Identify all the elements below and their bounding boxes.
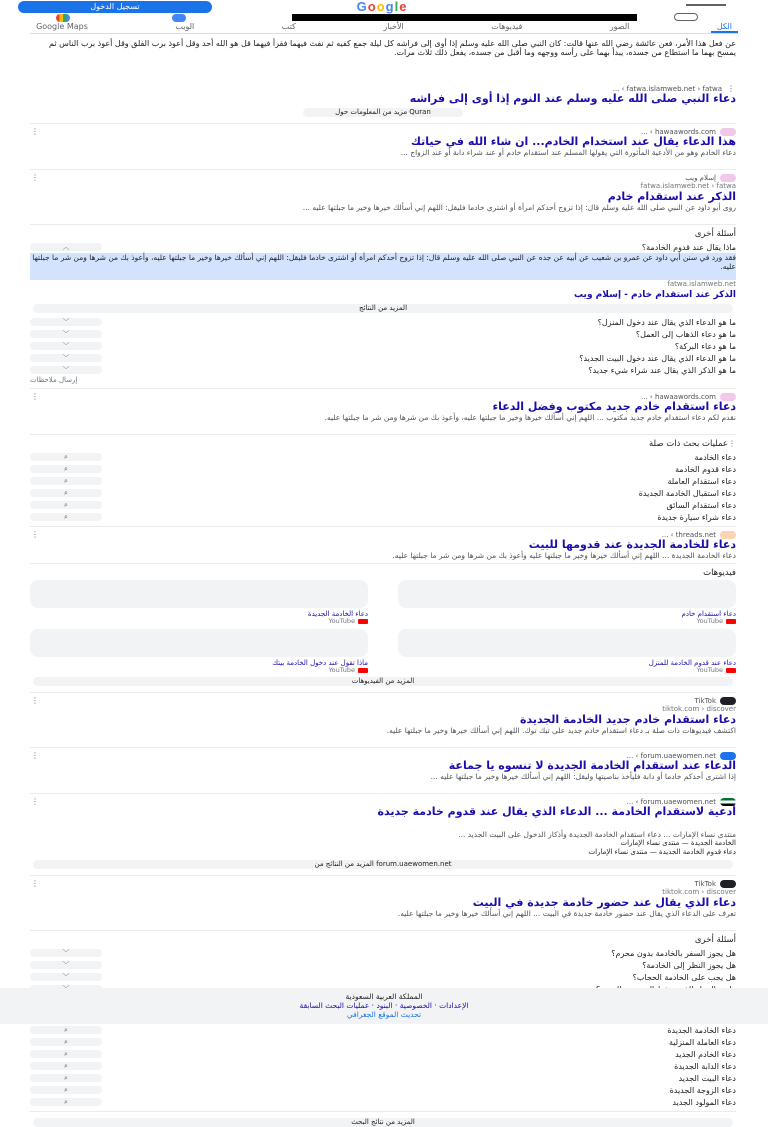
update-location-link[interactable]: تحديث الموقع الجغرافي bbox=[346, 1010, 422, 1019]
logo-letter: g bbox=[385, 0, 395, 14]
question-text: ما هو دعاء البركة؟ bbox=[674, 341, 736, 351]
related-search-text: دعاء البيت الجديد bbox=[678, 1073, 736, 1083]
search-input[interactable] bbox=[292, 14, 637, 21]
search-icon: ⌕ bbox=[30, 465, 102, 473]
related-search-text: دعاء العاملة المنزلية bbox=[668, 1037, 736, 1047]
video-source-text: YouTube bbox=[696, 617, 723, 625]
video-thumbnail[interactable] bbox=[30, 629, 368, 657]
more-options-icon[interactable]: ⋮ bbox=[31, 530, 39, 539]
logo-letter: e bbox=[399, 0, 408, 14]
question-row[interactable] bbox=[30, 316, 736, 328]
question-text: ما هو الذكر الذي يقال عند شراء شيء جديد؟ bbox=[588, 365, 736, 375]
tab-maps[interactable]: Google Maps bbox=[36, 22, 88, 31]
chevron-down-icon[interactable]: ﹀ bbox=[30, 973, 102, 981]
chevron-up-icon[interactable]: ︿ bbox=[30, 243, 102, 251]
search-icon: ⌕ bbox=[30, 1098, 102, 1106]
related-search-text: دعاء قدوم الخادمة bbox=[675, 464, 736, 474]
videos-section bbox=[30, 564, 736, 693]
related-search-row[interactable] bbox=[30, 451, 736, 463]
section-title: أسئلة أخرى bbox=[694, 229, 736, 239]
video-thumbnail[interactable] bbox=[30, 580, 368, 608]
tiktok-icon bbox=[720, 880, 736, 888]
result-url: forum.uaewomen.net › ... bbox=[626, 751, 716, 760]
related-search-text: دعاء الزوجة الجديدة bbox=[669, 1085, 736, 1095]
site-favicon-icon bbox=[720, 174, 736, 182]
site-name: إسلام ويب bbox=[685, 173, 716, 182]
question-row[interactable] bbox=[30, 959, 736, 971]
result-title[interactable]: الدعاء عند استقدام الخادمة الجديدة لا تنسوه يا جماعة bbox=[448, 759, 736, 772]
youtube-icon bbox=[726, 619, 736, 624]
search-icon: ⌕ bbox=[30, 1062, 102, 1070]
search-icon: ⌕ bbox=[30, 501, 102, 509]
search-icon: ⌕ bbox=[30, 1026, 102, 1034]
answer-snippet: فقد ورد في سنن أبي داود عن عمرو بن شعيب عن أبيه عن جده عن النبي صلى الله عليه وسلم قال: إذا تزوج أحدكم امرأة أو اشترى خادما فليقل: اللهم إني أسألك خيرها وخير ما جبلتها عليه، وأعوذ بك من شرها ومن شر ما جبلتها عليه. bbox=[30, 253, 736, 280]
result-url: forum.uaewomen.net › ... bbox=[626, 797, 716, 806]
logo-letter: G bbox=[356, 0, 368, 14]
youtube-icon bbox=[726, 668, 736, 673]
video-source bbox=[398, 618, 736, 625]
result-url: fatwa.islamweb.net › fatwa bbox=[640, 182, 736, 190]
tab-web[interactable]: الويب bbox=[175, 22, 195, 31]
video-card[interactable] bbox=[30, 580, 368, 625]
result-snippet: نقدم لكم دعاء استقدام خادم جديد مكتوب ... اللهم إني أسألك خيرها وخير ما جبلتها عليه، وأعوذ بك من شرها ومن شر ما جبلتها عليه. bbox=[324, 413, 736, 422]
logo-letter: o bbox=[376, 0, 386, 14]
result-snippet: تعرف على الدعاء الذي يقال عند حضور خادمة جديدة في البيت ... اللهم إني أسألك خيرها وخير ما جبلتها عليه. bbox=[397, 909, 736, 918]
result-url: hawaawords.com › ... bbox=[641, 392, 716, 401]
related-search-text: دعاء استقبال الخادمة الجديدة bbox=[638, 488, 736, 498]
search-icon: ⌕ bbox=[30, 1074, 102, 1082]
result-title[interactable]: الذكر عند استقدام خادم bbox=[607, 190, 736, 203]
more-options-icon[interactable]: ⋮ bbox=[728, 439, 736, 448]
section-title bbox=[30, 438, 736, 451]
more-videos-button[interactable]: المزيد من الفيديوهات bbox=[33, 677, 733, 686]
question-text: ما هو الدعاء الذي يقال عند دخول المنزل؟ bbox=[597, 317, 736, 327]
tab-videos[interactable]: فيديوهات bbox=[491, 22, 523, 31]
section-title: فيديوهات bbox=[703, 568, 736, 578]
result-url: threads.net › ... bbox=[661, 530, 716, 539]
question-row[interactable] bbox=[30, 352, 736, 364]
result-site bbox=[30, 879, 736, 888]
tab-news[interactable]: الأخبار bbox=[383, 22, 404, 31]
feedback-link[interactable]: إرسال ملاحظات bbox=[30, 376, 78, 384]
result-card bbox=[30, 876, 736, 931]
result-title[interactable]: أدعية لاستقدام الخادمة ... الدعاء الذي يقال عند قدوم خادمة جديدة bbox=[377, 805, 736, 818]
more-info-button[interactable]: Quran مزيد من المعلومات حول bbox=[303, 108, 463, 117]
result-site bbox=[30, 173, 736, 182]
site-name: TikTok bbox=[694, 879, 716, 888]
related-search-text: دعاء استقدام السائق bbox=[666, 500, 736, 510]
result-snippet: دعاء الخادمة الجديدة ... اللهم إني أسألك خيرها وخير ما جبلتها عليه وأعوذ بك من شرها ومن شر ما جبلتها عليه. bbox=[392, 551, 736, 560]
video-title[interactable]: ماذا تقول عند دخول الخادمة بيتك bbox=[272, 659, 368, 667]
video-source-text: YouTube bbox=[328, 666, 355, 674]
chevron-down-icon[interactable]: ﹀ bbox=[30, 354, 102, 362]
related-search-row[interactable] bbox=[30, 1096, 736, 1108]
footer bbox=[0, 988, 768, 1024]
video-source bbox=[30, 667, 368, 674]
related-search-row[interactable] bbox=[30, 1072, 736, 1084]
question-text: ماذا يقال عند قدوم الخادمة؟ bbox=[641, 242, 736, 252]
related-questions bbox=[30, 225, 736, 389]
related-search-text: دعاء الدابة الجديدة bbox=[674, 1061, 736, 1071]
result-title[interactable]: دعاء الذي يقال عند حضور خادمة جديدة في البيت bbox=[472, 896, 736, 909]
footer-location: المملكة العربية السعودية bbox=[345, 992, 423, 1001]
related-search-text: دعاء شراء سيارة جديدة bbox=[657, 512, 736, 522]
tab-books[interactable]: كتب bbox=[281, 22, 296, 31]
logo-letter: l bbox=[394, 0, 400, 14]
more-options-icon[interactable]: ⋮ bbox=[31, 173, 39, 182]
chevron-down-icon[interactable]: ﹀ bbox=[30, 330, 102, 338]
related-search-text: دعاء الخادم الجديد bbox=[675, 1049, 736, 1059]
video-source bbox=[30, 618, 368, 625]
related-search-row[interactable] bbox=[30, 1048, 736, 1060]
more-options-icon[interactable]: ⋮ bbox=[31, 797, 39, 806]
result-snippet: منتدى نساء الإمارات ... دعاء استقدام الخادمة الجديدة وأذكار الدخول على البيت الجديد ... bbox=[458, 830, 736, 839]
video-title[interactable]: دعاء استقدام خادم bbox=[681, 610, 736, 618]
related-search-row[interactable] bbox=[30, 475, 736, 487]
result-site bbox=[30, 696, 736, 705]
related-search-row[interactable] bbox=[30, 1024, 736, 1036]
video-source bbox=[398, 667, 736, 674]
more-options-icon[interactable]: ⋮ bbox=[31, 696, 39, 705]
result-title[interactable]: دعاء للخادمة الجديدة عند قدومها للبيت bbox=[528, 538, 736, 551]
question-row[interactable] bbox=[30, 364, 736, 376]
related-search-row[interactable] bbox=[30, 1060, 736, 1072]
question-row[interactable] bbox=[30, 340, 736, 352]
answer-url: fatwa.islamweb.net bbox=[667, 280, 736, 288]
question-text: هل يجوز السفر بالخادمة بدون محرم؟ bbox=[611, 948, 736, 958]
result-snippet: روى أبو داود عن النبي صلى الله عليه وسلم قال: إذا تزوج أحدكم امرأة أو اشترى خادما فليقل: اللهم إني أسألك خيرها وخير ما جبلتها عليه ... bbox=[302, 203, 736, 212]
youtube-icon bbox=[358, 619, 368, 624]
chevron-down-icon[interactable]: ﹀ bbox=[30, 949, 102, 957]
result-card bbox=[30, 748, 736, 794]
header bbox=[0, 0, 768, 36]
search-icon: ⌕ bbox=[30, 453, 102, 461]
video-title[interactable]: دعاء عند قدوم الخادمة للمنزل bbox=[648, 659, 736, 667]
chevron-down-icon[interactable]: ﹀ bbox=[30, 961, 102, 969]
more-options-icon[interactable]: ⋮ bbox=[31, 392, 39, 401]
more-options-icon[interactable]: ⋮ bbox=[727, 84, 735, 93]
more-options-icon[interactable]: ⋮ bbox=[31, 751, 39, 760]
tiktok-icon bbox=[720, 697, 736, 705]
result-url: tiktok.com › discover bbox=[662, 888, 736, 896]
result-card bbox=[30, 36, 736, 124]
result-title[interactable]: دعاء استقدام خادم جديد الخادمة الجديدة bbox=[519, 713, 736, 726]
video-card[interactable] bbox=[30, 629, 368, 674]
result-title[interactable]: دعاء استقدام خادم جديد مكتوب وفضل الدعاء bbox=[492, 400, 736, 413]
related-search-row[interactable] bbox=[30, 499, 736, 511]
result-url: hawaawords.com › ... bbox=[641, 127, 716, 136]
chevron-down-icon[interactable]: ﹀ bbox=[30, 318, 102, 326]
search-icon: ⌕ bbox=[30, 489, 102, 497]
related-search-text: دعاء الخادمة الجديدة bbox=[667, 1025, 736, 1035]
related-search-row[interactable] bbox=[30, 487, 736, 499]
question-text: هل يجوز النظر إلى الخادمة؟ bbox=[642, 960, 736, 970]
video-source-text: YouTube bbox=[696, 666, 723, 674]
result-snippet: اكتشف فيديوهات ذات صلة بـ دعاء استقدام خادم جديد على تيك توك. اللهم إني أسألك خيرها وخير ما جبلتها عليه. bbox=[386, 726, 736, 735]
result-card bbox=[30, 170, 736, 225]
result-card bbox=[30, 794, 736, 876]
tab-images[interactable]: الصور bbox=[609, 22, 630, 31]
more-from-site-button[interactable]: forum.uaewomen.net المزيد من النتائج من bbox=[33, 860, 733, 869]
sub-result-link[interactable]: دعاء قدوم الخادمة الجديدة — منتدى نساء الإمارات bbox=[588, 848, 736, 856]
question-text: ما هو دعاء الذهاب إلى العمل؟ bbox=[635, 329, 736, 339]
video-card[interactable] bbox=[398, 629, 736, 674]
related-search-text: دعاء الخادمة bbox=[694, 452, 736, 462]
result-title[interactable]: دعاء النبي صلى الله عليه وسلم عند النوم إذا أوى إلى فراشه bbox=[409, 92, 736, 105]
search-icon: ⌕ bbox=[30, 477, 102, 485]
result-card bbox=[30, 693, 736, 748]
video-thumbnail[interactable] bbox=[398, 580, 736, 608]
search-icon: ⌕ bbox=[30, 513, 102, 521]
result-url: tiktok.com › discover bbox=[662, 705, 736, 713]
more-options-icon[interactable]: ⋮ bbox=[31, 127, 39, 136]
more-search-results-button[interactable]: المزيد من نتائج البحث bbox=[33, 1118, 733, 1127]
video-card[interactable] bbox=[398, 580, 736, 625]
result-snippet: إذا اشترى أحدكم خادما أو دابة فليأخذ بناصيتها وليقل: اللهم إني أسألك خيرها وخير ما جبلتها عليه ... bbox=[430, 772, 736, 781]
related-searches bbox=[30, 435, 736, 527]
youtube-icon bbox=[358, 668, 368, 673]
result-url: fatwa.islamweb.net › fatwa › ... bbox=[612, 84, 722, 93]
answer-title[interactable]: الذكر عند استقدام خادم - إسلام ويب bbox=[574, 290, 736, 300]
google-logo[interactable] bbox=[292, 0, 472, 14]
question-row[interactable] bbox=[30, 241, 736, 253]
search-icon: ⌕ bbox=[30, 1050, 102, 1058]
result-snippet: عن فعل هذا الأمر، فعن عائشة رضي الله عنها قالت: كان النبي صلى الله عليه وسلم إذا أوى إلى فراشه كل ليلة جمع كفيه ثم نفث فيهما فقرأ فيهما قل هو الله أحد وقل أعوذ برب الفلق وقل أعوذ برب الناس ثم يمسح بهما ما استطاع من جسده، يبدأ بهما على رأسه ووجهه وما أقبل من جسده، يفعل ذلك ثلاث مرات. bbox=[49, 39, 736, 57]
related-search-row[interactable] bbox=[30, 511, 736, 523]
search-icon[interactable] bbox=[674, 13, 698, 21]
sub-result-link[interactable]: الخادمة الجديدة — منتدى نساء الإمارات bbox=[620, 839, 736, 847]
result-title[interactable]: هذا الدعاء يقال عند استخدام الخادم... ان شاء الله في حياتك bbox=[410, 135, 736, 148]
google-apps-icon[interactable] bbox=[56, 14, 70, 22]
search-icon: ⌕ bbox=[30, 1086, 102, 1094]
video-title[interactable]: دعاء الخادمة الجديدة bbox=[307, 610, 368, 618]
sign-in-button[interactable]: تسجيل الدخول bbox=[18, 1, 212, 13]
result-card bbox=[30, 527, 736, 564]
more-results-button[interactable]: المزيد من النتائج bbox=[33, 304, 733, 313]
more-options-icon[interactable]: ⋮ bbox=[31, 879, 39, 888]
related-search-row[interactable] bbox=[30, 1084, 736, 1096]
video-thumbnail[interactable] bbox=[398, 629, 736, 657]
section-title-text: عمليات بحث ذات صلة bbox=[649, 439, 728, 449]
section-title: أسئلة أخرى bbox=[694, 935, 736, 945]
question-text: هل يجب على الخادمة الحجاب؟ bbox=[632, 972, 736, 982]
logo-letter: o bbox=[367, 0, 377, 14]
question-row[interactable] bbox=[30, 947, 736, 959]
result-snippet: دعاء الخادم وهو من الأدعية المأثورة التي يقولها المسلم عند استقدام خادم أو عند شراء دابة أو عند الزواج ... bbox=[400, 148, 736, 157]
video-source-text: YouTube bbox=[328, 617, 355, 625]
related-search-row[interactable] bbox=[30, 463, 736, 475]
related-search-text: دعاء المولود الجديد bbox=[672, 1097, 736, 1107]
search-tabs bbox=[30, 22, 738, 34]
lens-icon[interactable] bbox=[172, 14, 186, 22]
related-search-row[interactable] bbox=[30, 1036, 736, 1048]
site-name: TikTok bbox=[694, 696, 716, 705]
related-search-text: دعاء استقدام العاملة bbox=[667, 476, 736, 486]
question-row[interactable] bbox=[30, 971, 736, 983]
footer-links[interactable]: الإعدادات · الخصوصية · البنود · عمليات البحث السابقة bbox=[299, 1001, 469, 1010]
chevron-down-icon[interactable]: ﹀ bbox=[30, 366, 102, 374]
result-card bbox=[30, 389, 736, 435]
menu-icon[interactable] bbox=[686, 4, 726, 10]
result-card bbox=[30, 124, 736, 170]
chevron-down-icon[interactable]: ﹀ bbox=[30, 342, 102, 350]
search-icon: ⌕ bbox=[30, 1038, 102, 1046]
video-grid bbox=[30, 580, 736, 674]
question-row[interactable] bbox=[30, 328, 736, 340]
question-text: ما هو الدعاء الذي يقال عند دخول البيت الجديد؟ bbox=[579, 353, 736, 363]
tab-all[interactable]: الكل bbox=[711, 22, 738, 33]
